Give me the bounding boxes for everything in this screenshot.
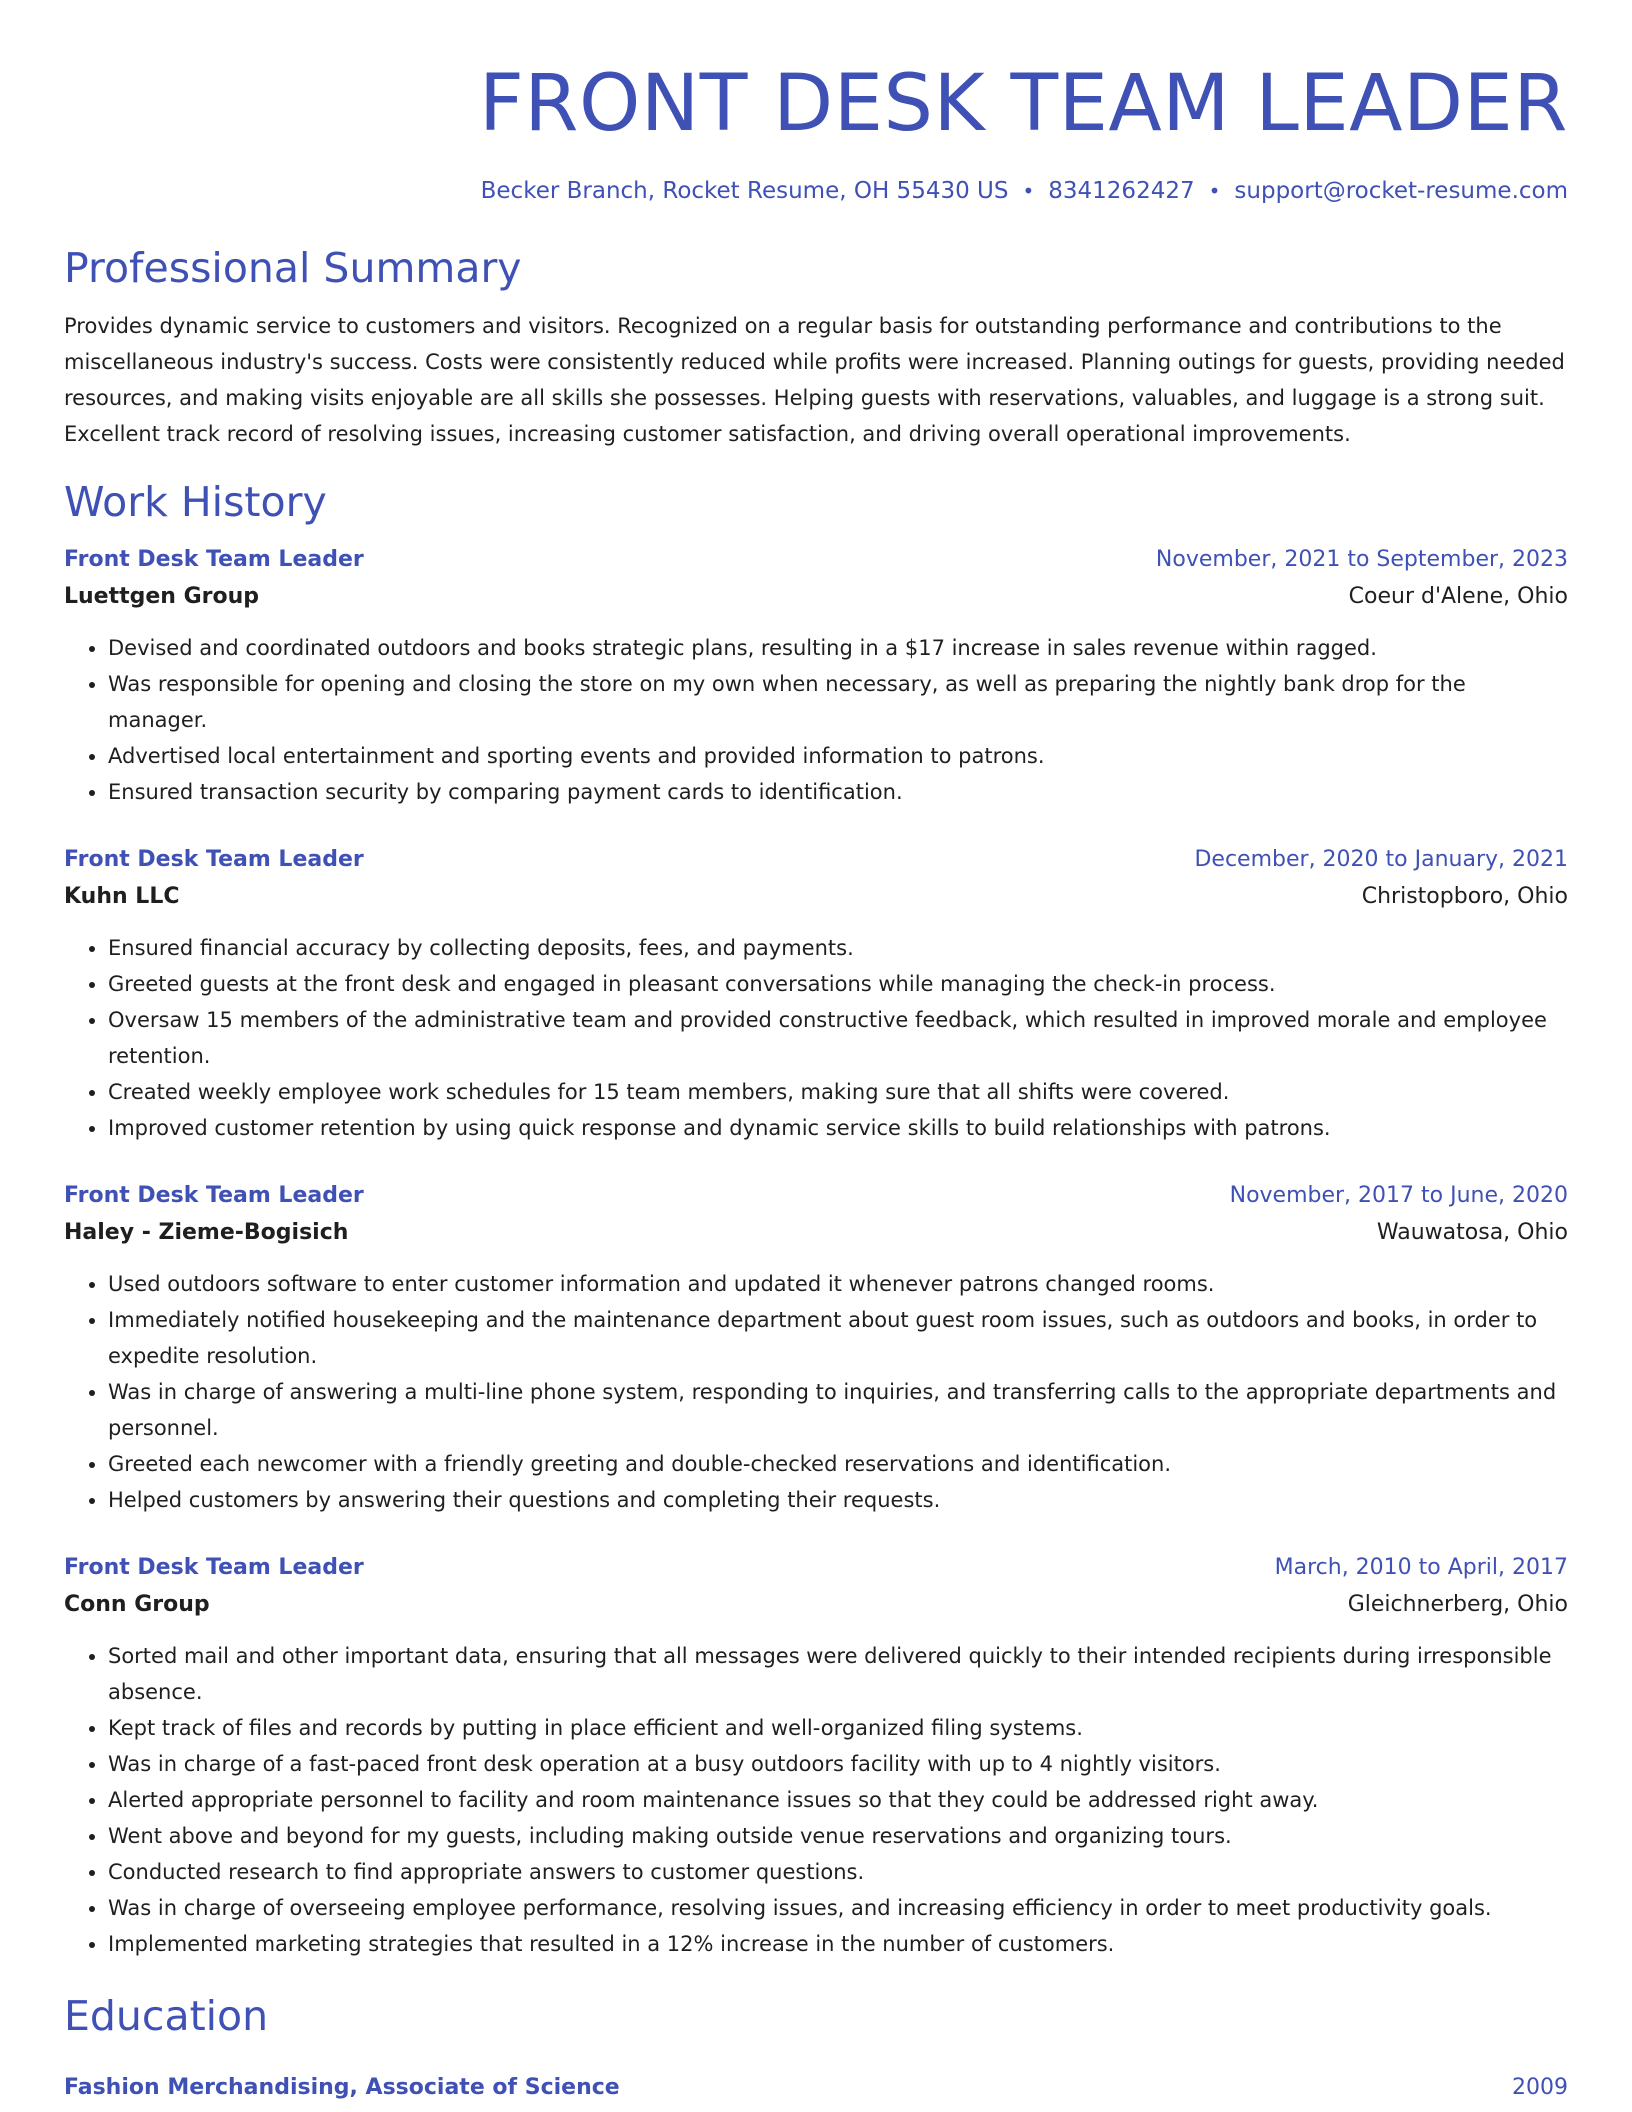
job-bullet: • Created weekly employee work schedules for 15 team members, making sure that all shifts were covered. [108,1074,1568,1110]
job-entry [64,842,1568,1146]
job-entry [64,1550,1568,1962]
education-degree: Fashion Merchandising, Associate of Science [64,2075,620,2100]
job-bullets [64,1266,1568,1518]
job-bullet: • Greeted each newcomer with a friendly greeting and double-checked reservations and identification. [108,1446,1568,1482]
contact-separator: • [1208,179,1221,203]
job-bullet: • Immediately notified housekeeping and the maintenance department about guest room issues, such as outdoors and books, in order to expedite resolution. [108,1302,1568,1374]
job-title-row [64,1550,1568,1586]
job-company-row [64,578,1568,616]
job-title: Front Desk Team Leader [64,1183,364,1208]
job-location: Christopboro, Ohio [1361,884,1568,909]
job-location: Coeur d'Alene, Ohio [1348,584,1568,609]
job-bullet: • Greeted guests at the front desk and engaged in pleasant conversations while managing the check-in process. [108,966,1568,1002]
contact-phone: 8341262427 [1048,178,1195,204]
job-title: Front Desk Team Leader [64,547,364,572]
job-entry [64,542,1568,810]
education-year: 2009 [1512,2075,1568,2100]
job-bullet: • Was in charge of answering a multi-line phone system, responding to inquiries, and transferring calls to the appropriate departments and personnel. [108,1374,1568,1446]
job-title: Front Desk Team Leader [64,1555,364,1580]
education-entry [64,2070,1568,2106]
job-bullet: • Was in charge of overseeing employee performance, resolving issues, and increasing efficiency in order to meet productivity goals. [108,1890,1568,1926]
contact-separator: • [1022,179,1035,203]
job-company-row [64,1214,1568,1252]
job-dates: November, 2017 to June, 2020 [1229,1183,1568,1208]
job-bullet: • Advertised local entertainment and sporting events and provided information to patrons. [108,738,1568,774]
job-company: Haley - Zieme-Bogisich [64,1220,349,1245]
job-bullet: • Improved customer retention by using quick response and dynamic service skills to build relationships with patrons. [108,1110,1568,1146]
contact-email[interactable]: support@rocket-resume.com [1234,178,1568,204]
job-bullet: • Devised and coordinated outdoors and books strategic plans, resulting in a $17 increase in sales revenue within ragged. [108,630,1568,666]
summary-text: Provides dynamic service to customers and visitors. Recognized on a regular basis for outstanding performance and contributions to the miscellaneous industry's success. Costs were consistently reduced while profits were increased. Planning outings for guests, providing needed resources, and making visits enjoyable are all skills she possesses. Helping guests with reservations, valuables, and luggage is a strong suit. Excellent track record of resolving issues, increasing customer satisfaction, and driving overall operational improvements. [64,314,1565,446]
work-history-list [64,542,1568,1962]
job-bullet: • Alerted appropriate personnel to facility and room maintenance issues so that they could be addressed right away. [108,1782,1568,1818]
job-title: Front Desk Team Leader [64,847,364,872]
job-bullet: • Helped customers by answering their questions and completing their requests. [108,1482,1568,1518]
job-bullet: • Implemented marketing strategies that resulted in a 12% increase in the number of customers. [108,1926,1568,1962]
job-location: Wauwatosa, Ohio [1376,1220,1568,1245]
contact-address: Becker Branch, Rocket Resume, OH 55430 US [480,178,1009,204]
job-bullet: • Ensured financial accuracy by collecting deposits, fees, and payments. [108,930,1568,966]
resume-name: FRONT DESK TEAM LEADER [478,59,1568,149]
job-entry [64,1178,1568,1518]
job-dates: March, 2010 to April, 2017 [1274,1555,1568,1580]
job-title-row [64,1178,1568,1214]
summary-heading: Professional Summary [64,244,522,292]
job-bullet: • Ensured transaction security by comparing payment cards to identification. [108,774,1568,810]
job-company-row [64,1586,1568,1624]
contact-line [64,176,1568,206]
resume-page [64,0,1568,2106]
job-dates: December, 2020 to January, 2021 [1194,847,1568,872]
job-dates: November, 2021 to September, 2023 [1155,547,1568,572]
job-title-row [64,542,1568,578]
job-bullets [64,1638,1568,1962]
work-history-heading: Work History [64,478,327,526]
job-company: Luettgen Group [64,584,260,609]
job-bullet: • Used outdoors software to enter customer information and updated it whenever patrons changed rooms. [108,1266,1568,1302]
job-company: Kuhn LLC [64,884,180,909]
job-bullet: • Kept track of files and records by putting in place efficient and well-organized filing systems. [108,1710,1568,1746]
job-company: Conn Group [64,1592,210,1617]
job-bullet: • Oversaw 15 members of the administrative team and provided constructive feedback, which resulted in improved morale and employee retention. [108,1002,1568,1074]
job-location: Gleichnerberg, Ohio [1347,1592,1568,1617]
job-bullet: • Conducted research to find appropriate answers to customer questions. [108,1854,1568,1890]
job-bullet: • Went above and beyond for my guests, including making outside venue reservations and organizing tours. [108,1818,1568,1854]
job-bullet: • Was in charge of a fast-paced front desk operation at a busy outdoors facility with up to 4 nightly visitors. [108,1746,1568,1782]
job-bullet: • Sorted mail and other important data, ensuring that all messages were delivered quickly to their intended recipients during irresponsible absence. [108,1638,1568,1710]
job-company-row [64,878,1568,916]
job-bullets [64,930,1568,1146]
job-bullet: • Was responsible for opening and closing the store on my own when necessary, as well as preparing the nightly bank drop for the manager. [108,666,1568,738]
job-title-row [64,842,1568,878]
education-heading: Education [64,1992,269,2040]
job-bullets [64,630,1568,810]
